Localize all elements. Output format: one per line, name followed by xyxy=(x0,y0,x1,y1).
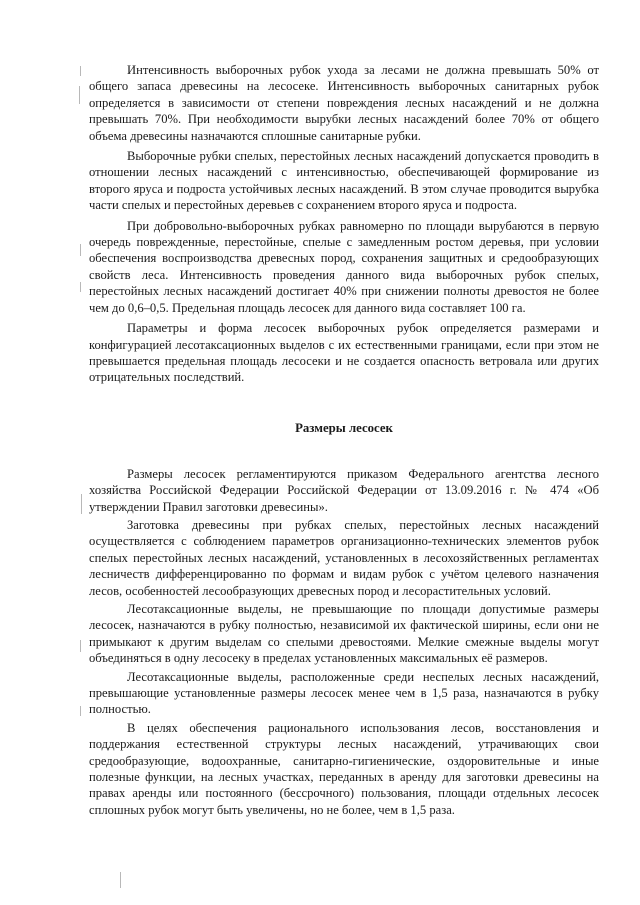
scan-artifact xyxy=(79,86,80,104)
paragraph: Размеры лесосек регламентируются приказом Федерального агентства лесного хозяйства Российской Федерации Российской Федерации от 13.09.2016 г. № 474 «Об утверждении Правил заготовки древесины». xyxy=(89,466,599,514)
scan-artifact xyxy=(80,66,81,76)
scan-artifact xyxy=(81,494,82,514)
paragraph: Выборочные рубки спелых, перестойных лесных насаждений допускается проводить в отношении лесных насаждений с интенсивностью, обеспечивающей формирование из второго яруса и подроста устойчивых лесных насаждений. В этом случае проводится вырубка части спелых и перестойных деревьев с сохранением второго яруса и подроста. xyxy=(89,149,599,213)
scan-artifact xyxy=(80,706,81,716)
paragraph: Параметры и форма лесосек выборочных рубок определяется размерами и конфигурацией лесотаксационных выделов с их естественными границами, если при этом не превышается предельная площадь лесосеки и не создается опасность ветровала или других отрицательных последствий. xyxy=(89,321,599,385)
document-body xyxy=(89,62,599,818)
section-heading: Размеры лесосек xyxy=(295,420,393,435)
cutting-area-size-section xyxy=(89,466,599,819)
paragraph: Лесотаксационные выделы, расположенные среди неспелых лесных насаждений, превышающие установленные размеры лесосек менее чем в 1,5 раза, назначаются в рубку полностью. xyxy=(89,669,599,717)
paragraph: Интенсивность выборочных рубок ухода за лесами не должна превышать 50% от общего запаса древесины на лесосеке. Интенсивность выборочных санитарных рубок определяется в зависимости от степени повреждения лесных насаждений и не должна превышать 70%. При необходимости вырубки лесных насаждений более 70% от общего объема древесины назначаются сплошные санитарные рубки. xyxy=(89,63,599,143)
paragraph: При добровольно-выборочных рубках равномерно по площади вырубаются в первую очередь поврежденные, перестойные, спелые с замедленным ростом деревья, при условии обеспечения воспроизводства древесных пород, сохранения защитных и средообразующих свойств леса. Интенсивность проведения данного вида выборочных рубок спелых, перестойных лесных насаждений достигает 40% при снижении полноты древостоя не более чем до 0,6–0,5. Предельная площадь лесосек для данного вида составляет 100 га. xyxy=(89,218,599,315)
paragraph: Лесотаксационные выделы, не превышающие по площади допустимые размеры лесосек, назначаются в рубку полностью, независимой их фактической ширины, если они не примыкают к другим выделам со спелыми древостоями. Мелкие смежные выделы могут объединяться в одну лесосеку в пределах установленных максимальных её размеров. xyxy=(89,601,599,666)
paragraph: Заготовка древесины при рубках спелых, перестойных лесных насаждений осуществляется с соблюдением параметров организационно-технических элементов рубок спелых перестойных лесных насаждений, установленных в лесохозяйственных регламентах лесничеств дифференцированно по формам и видам рубок с учётом целевого назначения лесов, особенностей лесообразующих древесных пород и лесорастительных условий. xyxy=(89,517,599,598)
scan-artifact xyxy=(120,872,121,888)
scan-artifact xyxy=(80,282,81,292)
scan-artifact xyxy=(80,640,81,652)
cutting-intensity-section xyxy=(89,62,599,386)
paragraph: В целях обеспечения рационального использования лесов, восстановления и поддержания естественной структуры лесных насаждений, утрачивающих свои средообразующие, водоохранные, санитарно-гигиенические, оздоровительные и иные полезные функции, на лесных участках, переданных в аренду для заготовки древесины на правах аренды или постоянного (бессрочного) пользования, площади отдельных лесосек сплошных рубок могут быть увеличены, но не более, чем в 1,5 раза. xyxy=(89,720,599,817)
scan-artifact xyxy=(80,244,81,256)
